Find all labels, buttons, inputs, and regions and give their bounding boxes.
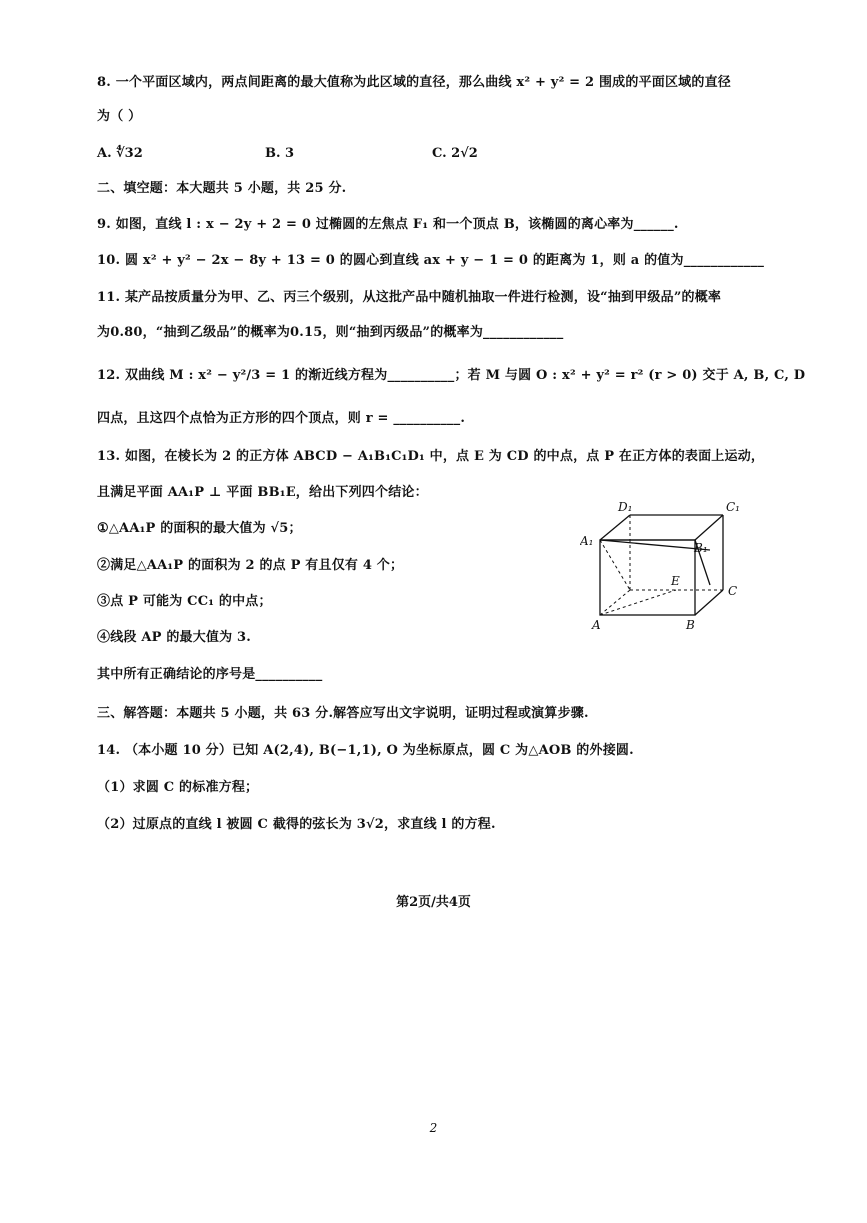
q10: 10. 圆 x² + y² − 2x − 8y + 13 = 0 的圆心到直线 ax + y − 1 = 0 的距离为 1，则 a 的值为____________ [97, 253, 765, 268]
label-b: B [686, 618, 695, 632]
edge-b-c [695, 590, 723, 615]
label-d1: D₁ [618, 500, 633, 514]
q12-line1: 12. 双曲线 M : x² − y²/3 = 1 的渐近线方程为__________；若 M 与圆 O : x² + y² = r² (r > 0) 交于 A, B, C, D [97, 368, 806, 383]
q13-conclusion-3: ③点 P 可能为 CC₁ 的中点； [97, 594, 272, 609]
q8-choice-b: B. 3 [265, 146, 295, 161]
q8-choice-a: A. ∜32 [97, 146, 143, 161]
label-a: A [592, 618, 601, 632]
q11-line1: 11. 某产品按质量分为甲、乙、丙三个级别，从这批产品中随机抽取一件进行检测，设“抽到甲级品”的概率 [97, 290, 722, 305]
hidden-segment-a1-d [600, 540, 630, 590]
q14-line1: 14. （本小题 10 分）已知 A(2,4), B(−1,1), O 为坐标原点，圆 C 为△AOB 的外接圆. [97, 743, 634, 758]
q14-part1: （1）求圆 C 的标准方程； [97, 780, 259, 795]
q14-part2: （2）过原点的直线 l 被圆 C 截得的弦长为 3√2，求直线 l 的方程. [97, 817, 496, 832]
hidden-segment-a-e [600, 590, 676, 615]
q13-conclusion-1: ①△AA₁P 的面积的最大值为 √5； [97, 521, 302, 536]
q12-line2: 四点，且这四个点恰为正方形的四个顶点，则 r = __________. [97, 411, 466, 426]
q13-answer-prompt: 其中所有正确结论的序号是__________ [97, 667, 323, 682]
q9: 9. 如图，直线 l : x − 2y + 2 = 0 过椭圆的左焦点 F₁ 和一个顶点 B，该椭圆的离心率为______. [97, 217, 679, 232]
page-footer: 第2页/共4页 [396, 895, 471, 910]
q13-line1: 13. 如图，在棱长为 2 的正方体 ABCD − A₁B₁C₁D₁ 中，点 E 为 CD 的中点，点 P 在正方体的表面上运动， [97, 449, 765, 464]
q13-line2: 且满足平面 AA₁P ⊥ 平面 BB₁E，给出下列四个结论： [97, 485, 428, 500]
cube-figure [580, 495, 750, 635]
q8-line2: 为（ ） [97, 109, 142, 124]
label-e: E [671, 574, 680, 588]
label-c: C [728, 584, 738, 598]
page-number: 2 [429, 1121, 438, 1135]
edge-b1-c1 [695, 515, 723, 540]
q13-conclusion-2: ②满足△AA₁P 的面积为 2 的点 P 有且仅有 4 个； [97, 558, 404, 573]
q13-conclusion-4: ④线段 AP 的最大值为 3. [97, 630, 252, 645]
q8-choice-c: C. 2√2 [432, 146, 478, 161]
q8-line1: 8. 一个平面区域内，两点间距离的最大值称为此区域的直径，那么曲线 x² + y² = 2 围成的平面区域的直径 [97, 75, 731, 90]
q11-line2: 为0.80，“抽到乙级品”的概率为0.15，则“抽到丙级品”的概率为____________ [97, 325, 564, 340]
label-a1: A₁ [580, 534, 594, 548]
hidden-edge-a-d [600, 590, 630, 615]
label-c1: C₁ [726, 500, 740, 514]
label-b1: B₁ [694, 541, 708, 555]
section3-heading: 三、解答题：本题共 5 小题，共 63 分.解答应写出文字说明，证明过程或演算步骤. [97, 706, 589, 721]
section2-heading: 二、填空题：本大题共 5 小题，共 25 分. [97, 181, 347, 196]
edge-a1-d1 [600, 515, 630, 540]
